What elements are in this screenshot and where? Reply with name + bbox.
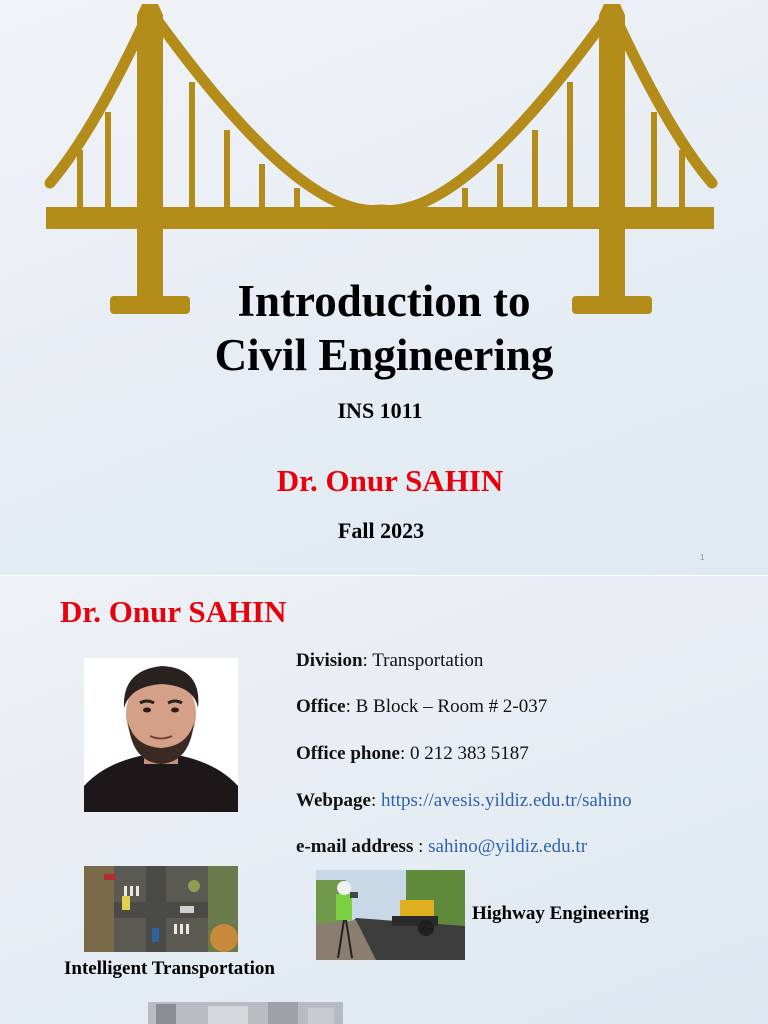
presentation-title xyxy=(0,274,768,382)
info-label: Webpage xyxy=(296,790,371,811)
info-row xyxy=(296,743,529,765)
highway-photo xyxy=(316,870,465,960)
title-line-1: Introduction to xyxy=(237,276,531,326)
partial-photo xyxy=(148,1002,343,1024)
caption-intelligent-transportation: Intelligent Transportation xyxy=(64,958,275,979)
portrait-image xyxy=(84,658,238,812)
info-label: e-mail address xyxy=(296,836,414,857)
info-separator: : xyxy=(370,790,381,811)
info-separator: : xyxy=(345,696,356,717)
info-row xyxy=(296,650,483,672)
instructor-photo xyxy=(84,658,238,812)
info-row xyxy=(296,696,547,718)
webpage-link[interactable]: https://avesis.yildiz.edu.tr/sahino xyxy=(380,790,632,811)
info-value: Transportation xyxy=(372,650,484,671)
info-label: Division xyxy=(296,650,363,671)
email-link[interactable]: sahino@yildiz.edu.tr xyxy=(428,836,588,857)
info-value: B Block – Room # 2-037 xyxy=(355,696,548,717)
intersection-photo xyxy=(84,866,238,952)
info-separator: : xyxy=(413,836,429,857)
info-separator: : xyxy=(399,743,410,764)
info-separator: : xyxy=(362,650,373,671)
course-code: INS 1011 xyxy=(337,398,423,423)
info-value: 0 212 383 5187 xyxy=(410,743,529,764)
title-line-2: Civil Engineering xyxy=(214,330,554,380)
caption-highway-engineering: Highway Engineering xyxy=(472,903,649,924)
slide-title: Dr. Onur SAHIN xyxy=(60,594,287,629)
instructor-slide xyxy=(0,576,768,1024)
info-row xyxy=(296,836,587,858)
term-label: Fall 2023 xyxy=(337,518,425,543)
info-label: Office xyxy=(296,696,346,717)
suspension-bridge-icon xyxy=(0,0,768,320)
info-row xyxy=(296,790,632,812)
slide-number: 1 xyxy=(700,553,705,562)
instructor-name: Dr. Onur SAHIN xyxy=(276,463,504,498)
info-label: Office phone xyxy=(296,743,400,764)
